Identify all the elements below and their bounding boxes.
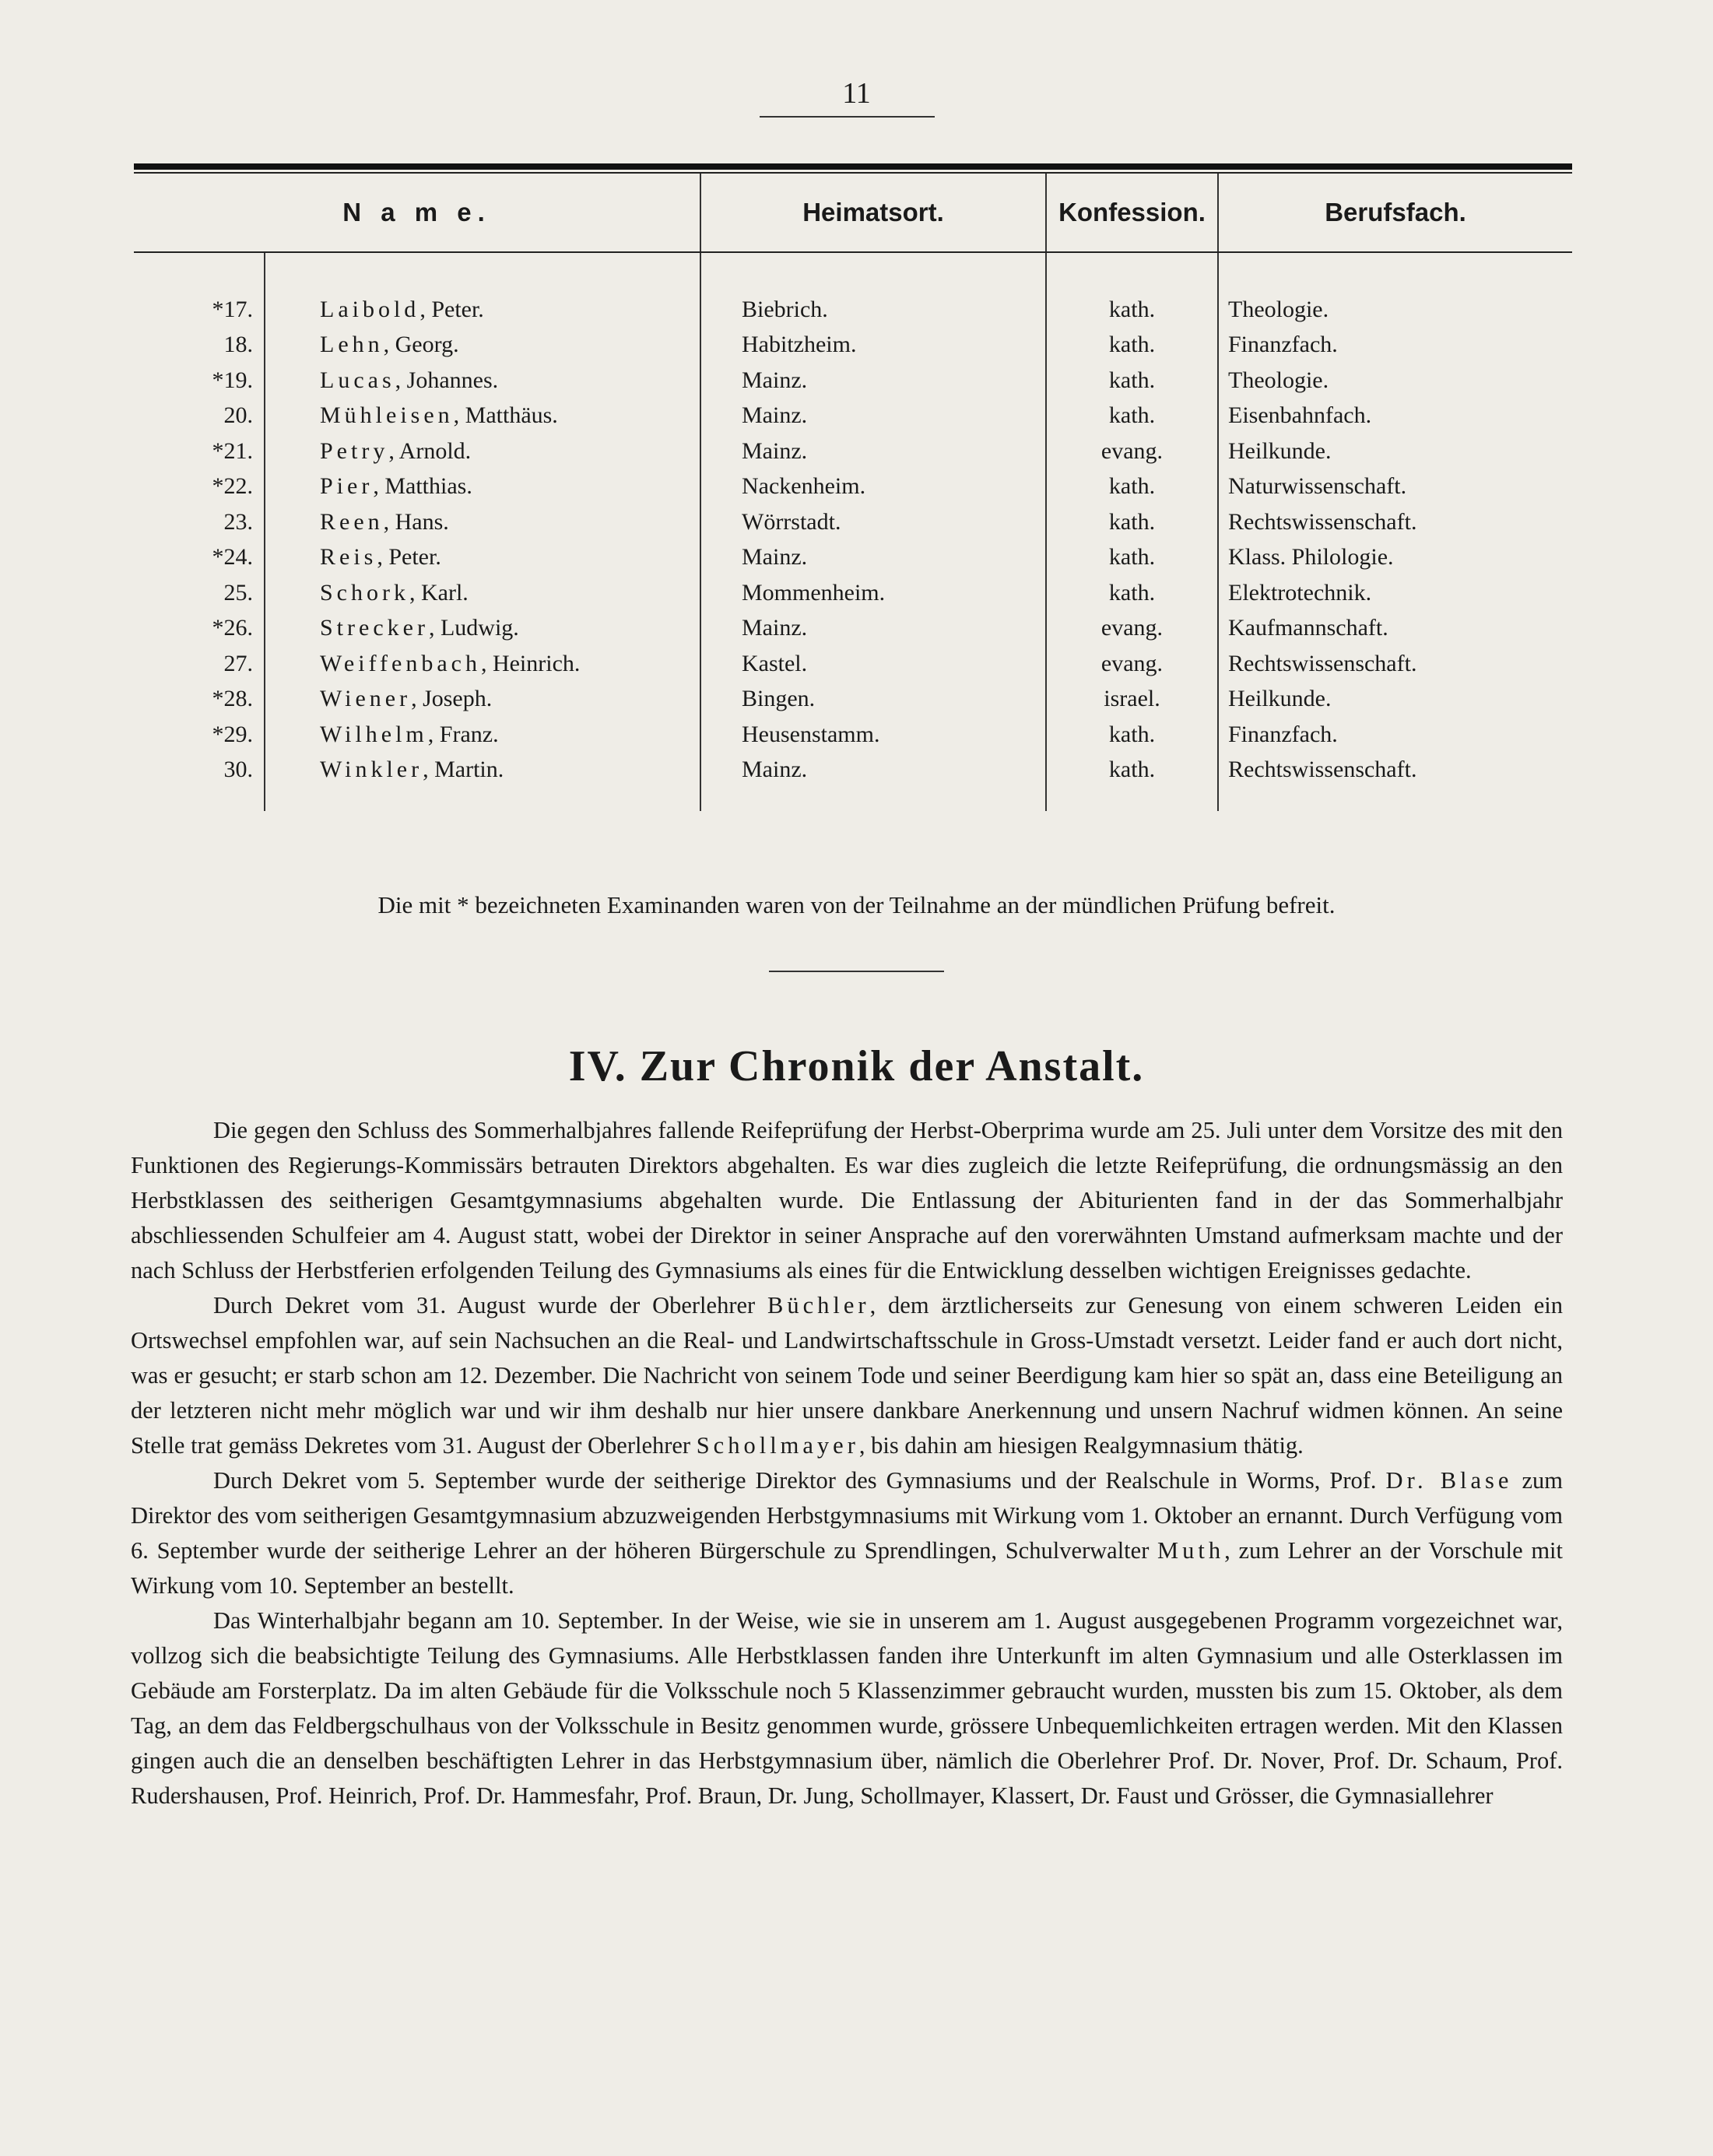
- spaced-name: Dr. Blase: [1385, 1467, 1513, 1494]
- table-row: [134, 328, 1572, 363]
- row-given-name: , Arnold.: [388, 437, 472, 464]
- row-name: [265, 363, 700, 399]
- paragraph: [131, 1463, 1563, 1603]
- row-berufsfach: Elektrotechnik.: [1218, 575, 1572, 611]
- row-name: [265, 646, 700, 682]
- row-given-name: , Heinrich.: [480, 650, 581, 676]
- row-surname: Lehn: [320, 332, 384, 358]
- row-heimatsort: Mainz.: [700, 611, 1046, 647]
- row-berufsfach: Heilkunde.: [1218, 682, 1572, 718]
- row-number: *24.: [212, 544, 253, 571]
- row-name: [265, 682, 700, 718]
- paragraph: [131, 1113, 1563, 1288]
- row-number: 25.: [223, 579, 253, 606]
- header-heimatsort: Heimatsort.: [700, 174, 1046, 252]
- row-heimatsort: Mainz.: [700, 753, 1046, 788]
- row-berufsfach: Theologie.: [1218, 292, 1572, 328]
- row-name: [265, 399, 700, 434]
- row-given-name: , Franz.: [427, 721, 499, 747]
- row-surname: Mühleisen: [320, 402, 454, 429]
- row-konfession: kath.: [1046, 399, 1218, 434]
- row-surname: Schork: [320, 579, 409, 606]
- row-berufsfach: Klass. Philologie.: [1218, 540, 1572, 576]
- row-surname: Winkler: [320, 757, 423, 783]
- row-konfession: kath.: [1046, 575, 1218, 611]
- row-name: [265, 434, 700, 469]
- row-heimatsort: Kastel.: [700, 646, 1046, 682]
- row-berufsfach: Rechtswissenschaft.: [1218, 504, 1572, 540]
- table-row: [134, 753, 1572, 788]
- row-number: *26.: [212, 615, 253, 641]
- spaced-name: Muth: [1157, 1537, 1225, 1564]
- row-name: [265, 504, 700, 540]
- row-name: [265, 611, 700, 647]
- table-body: [134, 252, 1572, 811]
- table-row: [134, 717, 1572, 753]
- table-row: [134, 646, 1572, 682]
- table-row: [134, 363, 1572, 399]
- paragraph: [131, 1288, 1563, 1463]
- row-heimatsort: Mainz.: [700, 363, 1046, 399]
- row-number: 27.: [223, 650, 253, 676]
- row-berufsfach: Rechtswissenschaft.: [1218, 753, 1572, 788]
- row-surname: Weiffenbach: [320, 650, 481, 676]
- paragraph: [131, 1603, 1563, 1814]
- row-surname: Lucas: [320, 367, 395, 393]
- row-heimatsort: Nackenheim.: [700, 469, 1046, 505]
- row-konfession: kath.: [1046, 363, 1218, 399]
- row-konfession: evang.: [1046, 611, 1218, 647]
- row-berufsfach: Finanzfach.: [1218, 328, 1572, 363]
- row-konfession: kath.: [1046, 753, 1218, 788]
- section-title: IV. Zur Chronik der Anstalt.: [568, 1042, 1145, 1090]
- row-heimatsort: Mainz.: [700, 540, 1046, 576]
- row-konfession: kath.: [1046, 717, 1218, 753]
- row-konfession: kath.: [1046, 469, 1218, 505]
- row-given-name: , Ludwig.: [428, 615, 519, 641]
- row-given-name: , Johannes.: [395, 367, 499, 393]
- page-number-rule: [760, 116, 935, 118]
- row-heimatsort: Mommenheim.: [700, 575, 1046, 611]
- row-number: *17.: [212, 296, 253, 322]
- row-heimatsort: Habitzheim.: [700, 328, 1046, 363]
- row-surname: Petry: [320, 437, 389, 464]
- table-row: [134, 434, 1572, 469]
- table-header-row: [134, 174, 1572, 252]
- row-given-name: , Karl.: [409, 579, 469, 606]
- row-given-name: , Peter.: [419, 296, 484, 322]
- row-given-name: , Martin.: [423, 757, 504, 783]
- text-segment: Durch Dekret vom 31. August wurde der Oberlehrer: [213, 1292, 768, 1319]
- table-spacer-row: [134, 252, 1572, 292]
- row-given-name: , Matthias.: [373, 473, 472, 500]
- row-surname: Wiener: [320, 686, 412, 712]
- table-row: [134, 540, 1572, 576]
- text-segment: Durch Dekret vom 5. September wurde der seitherige Direktor des Gymnasiums und der Realschule in Worms, Prof.: [213, 1467, 1386, 1494]
- table-row: [134, 611, 1572, 647]
- examinee-table-grid: [134, 174, 1572, 811]
- row-konfession: kath.: [1046, 328, 1218, 363]
- row-name: [265, 753, 700, 788]
- row-number: 23.: [223, 508, 253, 535]
- row-berufsfach: Eisenbahnfach.: [1218, 399, 1572, 434]
- table-row: [134, 575, 1572, 611]
- row-berufsfach: Kaufmannschaft.: [1218, 611, 1572, 647]
- row-surname: Wilhelm: [320, 721, 428, 747]
- row-number: *29.: [212, 721, 253, 747]
- footnote: Die mit * bezeichneten Examinanden waren von der Teilnahme an der mündlichen Prüfung befreit.: [377, 891, 1336, 918]
- row-konfession: kath.: [1046, 540, 1218, 576]
- row-surname: Reen: [320, 508, 384, 535]
- row-konfession: kath.: [1046, 504, 1218, 540]
- row-number: *22.: [212, 473, 253, 500]
- row-name: [265, 575, 700, 611]
- table-row: [134, 504, 1572, 540]
- row-number: *28.: [212, 686, 253, 712]
- footnote-rule: [769, 971, 944, 972]
- row-heimatsort: Mainz.: [700, 399, 1046, 434]
- row-berufsfach: Theologie.: [1218, 363, 1572, 399]
- row-surname: Laibold: [320, 296, 420, 322]
- row-berufsfach: Rechtswissenschaft.: [1218, 646, 1572, 682]
- page-number: 11: [842, 77, 871, 110]
- table-top-thick-rule: [134, 163, 1572, 170]
- row-berufsfach: Naturwissenschaft.: [1218, 469, 1572, 505]
- row-surname: Reis: [320, 544, 377, 571]
- row-konfession: evang.: [1046, 646, 1218, 682]
- row-heimatsort: Wörrstadt.: [700, 504, 1046, 540]
- text-segment: zum Direktor des vom seitherigen Gesamtgymnasium abzuzweigenden Herbstgymnasiums mit Wirkung vom 1. Oktober an ernannt. Durch Verfügung vom 6. September wurde der seitherige Lehrer an der höheren Bürgerschule zu Sprendlingen, Schulverwalter: [131, 1467, 1563, 1564]
- row-number: *19.: [212, 367, 253, 393]
- text-segment: , dem ärztlicherseits zur Genesung von einem schweren Leiden ein Ortswechsel empfohlen war, auf sein Nachsuchen an die Real- und Landwirtschaftsschule in Gross-Umstadt versetzt. Leider fand er auch dort nicht, was er gesucht; er starb schon am 12. Dezember. Die Nachricht von seinem Tode und seiner Beerdigung kam hier so spät an, dass eine Beteiligung an der letzteren nicht mehr möglich war und wir ihm deshalb nur hier unsere dankbare Anerkennung und unsern Nachruf widmen können. An seine Stelle trat gemäss Dekretes vom 31. August der Oberlehrer: [131, 1292, 1563, 1459]
- row-number: 30.: [223, 757, 253, 783]
- row-name: [265, 469, 700, 505]
- row-given-name: , Peter.: [377, 544, 441, 571]
- row-konfession: kath.: [1046, 292, 1218, 328]
- row-heimatsort: Heusenstamm.: [700, 717, 1046, 753]
- text-segment: , bis dahin am hiesigen Realgymnasium thätig.: [858, 1432, 1304, 1459]
- text-segment: Das Winterhalbjahr begann am 10. September. In der Weise, wie sie in unserem am 1. August ausgegebenen Programm vorgezeichnet war, vollzog sich die beabsichtigte Teilung des Gymnasiums. Alle Herbstklassen fanden ihre Unterkunft im alten Gymnasium und alle Osterklassen im Gebäude am Forsterplatz. Da im alten Gebäude für die Volksschule noch 5 Klassenzimmer gebraucht wurden, mussten bis zum 15. Oktober, als dem Tag, an dem das Feldbergschulhaus von der Volksschule in Besitz genommen wurde, grössere Unbequemlichkeiten ertragen werden. Mit den Klassen gingen auch die an denselben beschäftigten Lehrer in das Herbstgymnasium über, nämlich die Oberlehrer Prof. Dr. Nover, Prof. Dr. Schaum, Prof. Rudershausen, Prof. Heinrich, Prof. Dr. Hammesfahr, Prof. Braun, Dr. Jung, Schollmayer, Klassert, Dr. Faust und Grösser, die Gymnasiallehrer: [131, 1607, 1563, 1809]
- row-number: 18.: [223, 332, 253, 358]
- text-segment: Die gegen den Schluss des Sommerhalbjahres fallende Reifeprüfung der Herbst-Oberprima wurde am 25. Juli unter dem Vorsitze des mit den Funktionen des Regierungs-Kommissärs betrauten Direktors abgehalten. Es war dies zugleich die letzte Reifeprüfung, die ordnungsmässig an den Herbstklassen des seitherigen Gesamtgymnasiums abgehalten wurde. Die Entlassung der Abiturienten fand in der das Sommerhalbjahr abschliessenden Schulfeier am 4. August statt, wobei der Direktor in seiner Ansprache auf den vorerwähnten Umstand aufmerksam machte und der nach Schluss der Herbstferien erfolgenden Teilung des Gymnasiums als eines für die Entwicklung desselben wichtigen Ereignisses gedachte.: [131, 1117, 1563, 1283]
- table-end-row: [134, 788, 1572, 811]
- row-given-name: , Joseph.: [411, 686, 493, 712]
- chronicle-text: [131, 1113, 1563, 1814]
- row-konfession: evang.: [1046, 434, 1218, 469]
- row-konfession: israel.: [1046, 682, 1218, 718]
- row-given-name: , Hans.: [383, 508, 449, 535]
- table-row: [134, 469, 1572, 505]
- row-heimatsort: Biebrich.: [700, 292, 1046, 328]
- row-name: [265, 292, 700, 328]
- row-berufsfach: Heilkunde.: [1218, 434, 1572, 469]
- row-number: 20.: [223, 402, 253, 429]
- spaced-name: Büchler: [767, 1292, 870, 1319]
- table-row: [134, 682, 1572, 718]
- row-name: [265, 717, 700, 753]
- row-given-name: , Georg.: [383, 332, 459, 358]
- text-segment: , zum Lehrer an der Vorschule mit Wirkung vom 10. September an bestellt.: [131, 1537, 1563, 1599]
- header-berufsfach: Berufsfach.: [1218, 174, 1572, 252]
- spaced-name: Schollmayer: [696, 1432, 859, 1459]
- row-heimatsort: Bingen.: [700, 682, 1046, 718]
- row-given-name: , Matthäus.: [453, 402, 558, 429]
- table-row: [134, 399, 1572, 434]
- header-name: N a m e.: [134, 174, 700, 252]
- table-row: [134, 292, 1572, 328]
- header-konfession: Konfession.: [1046, 174, 1218, 252]
- row-berufsfach: Finanzfach.: [1218, 717, 1572, 753]
- row-name: [265, 540, 700, 576]
- row-surname: Pier: [320, 473, 374, 500]
- examinee-table: [134, 163, 1572, 811]
- row-surname: Strecker: [320, 615, 429, 641]
- row-number: *21.: [212, 437, 253, 464]
- row-name: [265, 328, 700, 363]
- row-heimatsort: Mainz.: [700, 434, 1046, 469]
